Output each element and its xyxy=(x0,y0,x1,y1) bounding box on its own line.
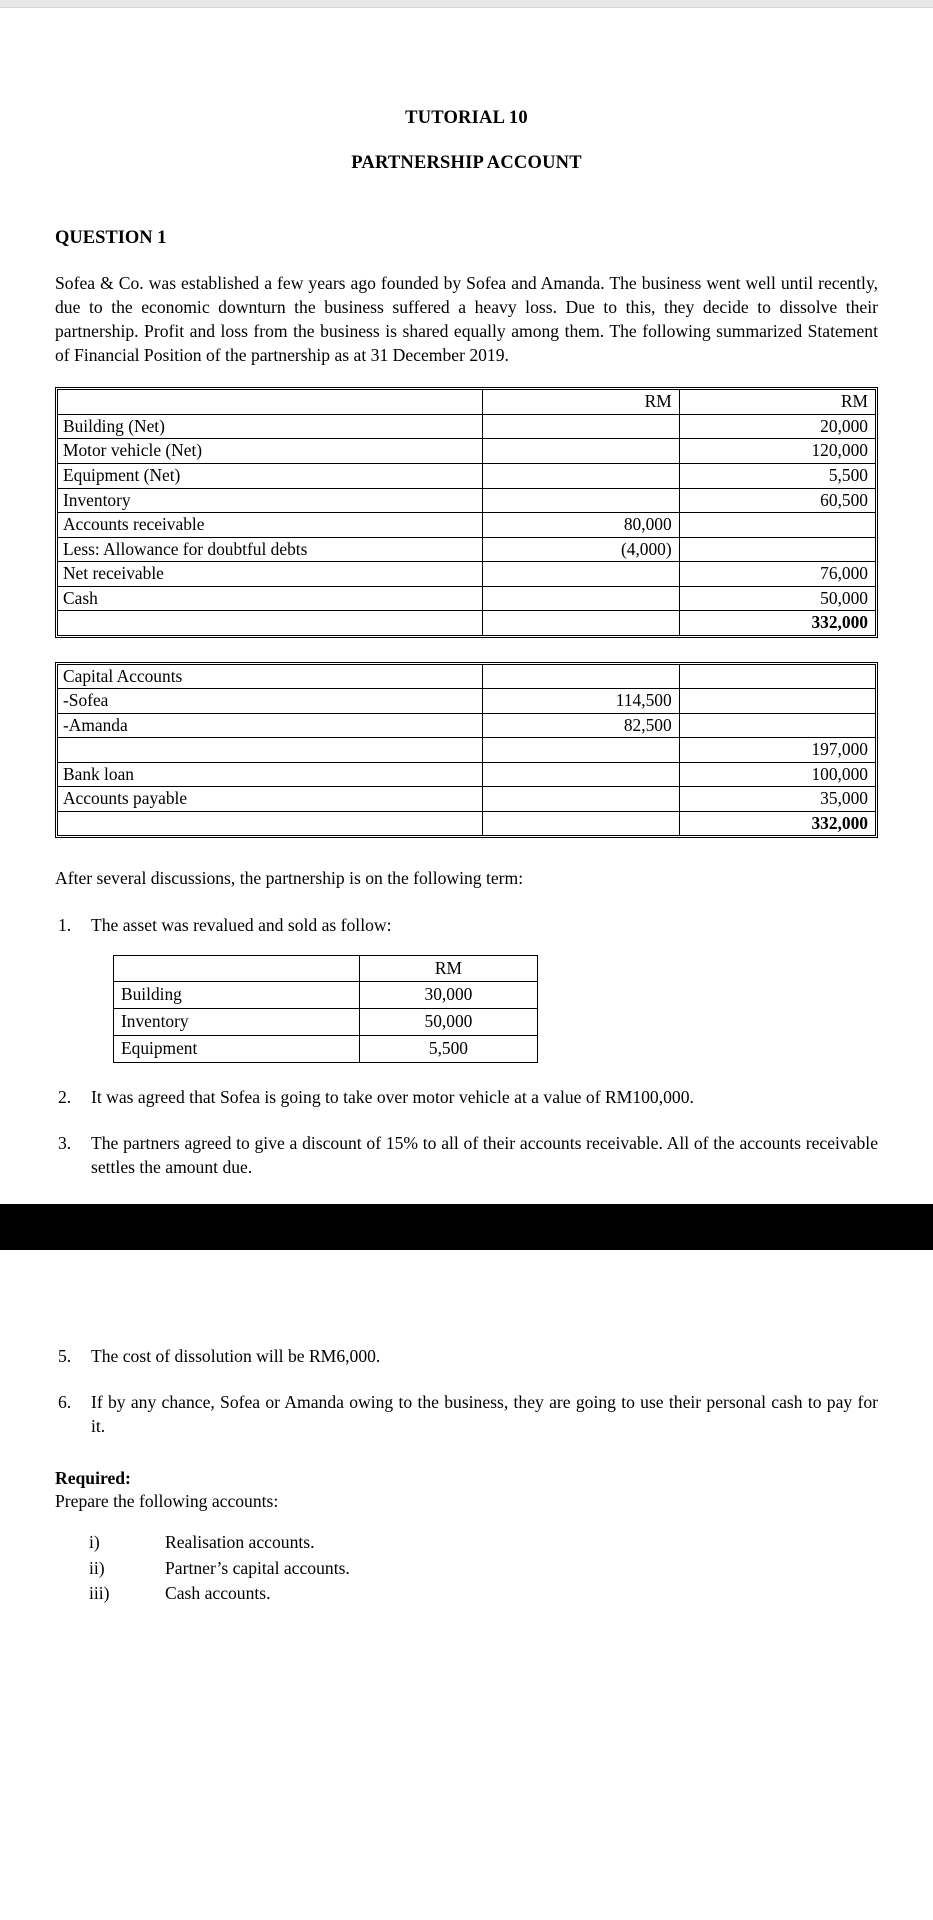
assets-row-col3 xyxy=(679,513,875,538)
revaluation-row-label: Building xyxy=(114,982,360,1009)
assets-row-col2: 80,000 xyxy=(483,513,679,538)
terms-list xyxy=(55,913,878,937)
assets-table xyxy=(57,389,876,635)
terms-lead-in: After several discussions, the partnership is on the following term: xyxy=(55,868,524,889)
document-page xyxy=(0,8,933,1225)
list-item xyxy=(89,1530,350,1555)
assets-row-label: Accounts receivable xyxy=(58,513,483,538)
table-row xyxy=(58,664,876,689)
assets-row-label: Equipment (Net) xyxy=(58,463,483,488)
list-item-marker: 3. xyxy=(58,1133,72,1154)
revaluation-header-col2: RM xyxy=(359,955,537,982)
list-item-text: The partners agreed to give a discount of 15% to all of their accounts receivable. All of the accounts receivable settles the amount due. xyxy=(91,1133,878,1178)
table-total-row xyxy=(58,611,876,636)
table-row xyxy=(58,689,876,714)
list-item xyxy=(55,1085,878,1109)
capital-total-col2 xyxy=(483,811,679,836)
capital-row-col2 xyxy=(483,738,679,763)
assets-row-col2 xyxy=(483,439,679,464)
assets-header-col2: RM xyxy=(483,390,679,415)
capital-total-col3: 332,000 xyxy=(679,811,875,836)
document-page-2 xyxy=(0,1322,933,1606)
capital-row-col3: 35,000 xyxy=(679,787,875,812)
capital-table xyxy=(57,664,876,837)
list-item xyxy=(55,913,878,937)
terms-lead-in-wrapper xyxy=(55,838,878,890)
revaluation-row-label: Equipment xyxy=(114,1036,360,1063)
assets-row-label: Inventory xyxy=(58,488,483,513)
capital-row-label: Accounts payable xyxy=(58,787,483,812)
scan-top-strip xyxy=(0,0,933,8)
table-row xyxy=(58,439,876,464)
capital-table-wrapper xyxy=(55,638,878,839)
capital-row-col3 xyxy=(679,689,875,714)
table-row xyxy=(114,1036,538,1063)
table-row xyxy=(58,586,876,611)
required-subheading: Prepare the following accounts: xyxy=(55,1491,279,1512)
assets-header-col1 xyxy=(58,390,483,415)
revaluation-row-amount: 30,000 xyxy=(359,982,537,1009)
table-row xyxy=(58,787,876,812)
list-item xyxy=(55,1344,878,1368)
capital-row-label: -Sofea xyxy=(58,689,483,714)
table-row xyxy=(58,414,876,439)
assets-total-col3: 332,000 xyxy=(679,611,875,636)
capital-row-label xyxy=(58,738,483,763)
capital-row-col2 xyxy=(483,664,679,689)
capital-row-label: -Amanda xyxy=(58,713,483,738)
terms-list-page2 xyxy=(55,1344,878,1438)
capital-row-col2: 114,500 xyxy=(483,689,679,714)
assets-row-label: Less: Allowance for doubtful debts xyxy=(58,537,483,562)
assets-row-col3 xyxy=(679,537,875,562)
assets-row-col2 xyxy=(483,562,679,587)
revaluation-header-col1 xyxy=(114,955,360,982)
capital-row-col3: 100,000 xyxy=(679,762,875,787)
list-item xyxy=(89,1556,350,1581)
list-item-text: The asset was revalued and sold as follow: xyxy=(91,914,392,935)
assets-row-col2 xyxy=(483,414,679,439)
revaluation-row-amount: 50,000 xyxy=(359,1009,537,1036)
list-item-text: The cost of dissolution will be RM6,000. xyxy=(91,1346,381,1366)
assets-row-label: Net receivable xyxy=(58,562,483,587)
table-row xyxy=(58,488,876,513)
table-row xyxy=(58,762,876,787)
table-row xyxy=(58,738,876,763)
question-heading: QUESTION 1 xyxy=(55,228,167,248)
revaluation-row-amount: 5,500 xyxy=(359,1036,537,1063)
capital-total-label xyxy=(58,811,483,836)
revaluation-table-wrapper xyxy=(55,937,878,1064)
table-row xyxy=(114,1009,538,1036)
table-header-row xyxy=(58,390,876,415)
required-item-marker: i) xyxy=(89,1532,100,1553)
required-item-text: Partner’s capital accounts. xyxy=(165,1557,350,1578)
list-item xyxy=(55,1390,878,1438)
list-item-marker: 5. xyxy=(58,1346,72,1366)
list-item-marker: 6. xyxy=(58,1392,72,1413)
assets-row-col3: 50,000 xyxy=(679,586,875,611)
intro-paragraph: Sofea & Co. was established a few years ago founded by Sofea and Amanda. The business went well until recently, due to the economic downturn the business suffered a heavy loss. Due to this, they decide to dissolve their partnership. Profit and loss from the business is shared equally among them. The following summarized Statement of Financial Position of the partnership as at 31 December 2019. xyxy=(55,273,878,366)
table-row xyxy=(58,463,876,488)
required-item-text: Realisation accounts. xyxy=(165,1532,315,1553)
assets-row-col2 xyxy=(483,586,679,611)
table-total-row xyxy=(58,811,876,836)
page-separator-band xyxy=(0,1204,933,1250)
list-item xyxy=(55,1131,878,1179)
table-row xyxy=(58,562,876,587)
assets-row-col2: (4,000) xyxy=(483,537,679,562)
required-items-table xyxy=(89,1530,350,1606)
required-section xyxy=(55,1438,878,1606)
assets-row-col3: 5,500 xyxy=(679,463,875,488)
assets-row-col2 xyxy=(483,488,679,513)
list-item-marker: 2. xyxy=(58,1087,72,1108)
capital-row-label: Capital Accounts xyxy=(58,664,483,689)
required-heading: Required: xyxy=(55,1468,131,1489)
revaluation-row-label: Inventory xyxy=(114,1009,360,1036)
document-title: TUTORIAL 10 xyxy=(405,108,528,128)
capital-row-col3: 197,000 xyxy=(679,738,875,763)
assets-row-label: Cash xyxy=(58,586,483,611)
capital-row-col2 xyxy=(483,787,679,812)
assets-table-wrapper xyxy=(55,367,878,637)
capital-row-col3 xyxy=(679,713,875,738)
table-row xyxy=(114,982,538,1009)
assets-row-col3: 20,000 xyxy=(679,414,875,439)
list-item-marker: 1. xyxy=(58,914,72,935)
assets-row-col3: 60,500 xyxy=(679,488,875,513)
capital-row-col3 xyxy=(679,664,875,689)
assets-total-col2 xyxy=(483,611,679,636)
required-item-text: Cash accounts. xyxy=(165,1582,271,1603)
table-row xyxy=(58,537,876,562)
table-row xyxy=(58,713,876,738)
table-header-row xyxy=(114,955,538,982)
assets-row-label: Motor vehicle (Net) xyxy=(58,439,483,464)
assets-row-col3: 76,000 xyxy=(679,562,875,587)
required-item-marker: iii) xyxy=(89,1582,110,1603)
assets-row-col2 xyxy=(483,463,679,488)
table-row xyxy=(58,513,876,538)
capital-row-label: Bank loan xyxy=(58,762,483,787)
capital-row-col2: 82,500 xyxy=(483,713,679,738)
list-item xyxy=(89,1581,350,1606)
revaluation-table xyxy=(113,955,538,1064)
capital-row-col2 xyxy=(483,762,679,787)
assets-header-col3: RM xyxy=(679,390,875,415)
document-subtitle: PARTNERSHIP ACCOUNT xyxy=(351,153,582,173)
list-item-text: It was agreed that Sofea is going to take over motor vehicle at a value of RM100,000. xyxy=(91,1087,694,1108)
assets-row-label: Building (Net) xyxy=(58,414,483,439)
list-item-text: If by any chance, Sofea or Amanda owing to the business, they are going to use their personal cash to pay for it. xyxy=(91,1392,878,1437)
required-item-marker: ii) xyxy=(89,1557,105,1578)
assets-total-label xyxy=(58,611,483,636)
assets-row-col3: 120,000 xyxy=(679,439,875,464)
